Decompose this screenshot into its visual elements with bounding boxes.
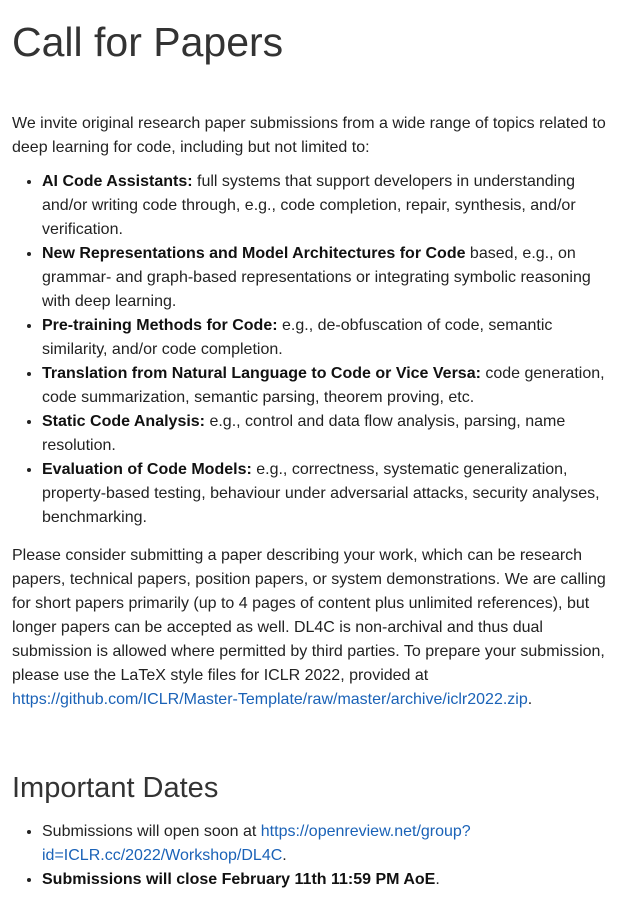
list-item xyxy=(42,458,613,530)
list-item xyxy=(42,820,613,868)
list-item xyxy=(42,314,613,362)
topic-title: Translation from Natural Language to Code or Vice Versa: xyxy=(42,365,481,382)
topic-text: code generation, code summarization, semantic parsing, theorem proving, etc. xyxy=(42,365,605,406)
topic-text: based, e.g., on grammar- and graph-based representations or integrating symbolic reasoning with deep learning. xyxy=(42,245,591,310)
topic-title: Static Code Analysis: xyxy=(42,413,206,430)
list-item xyxy=(42,362,613,410)
topic-text: e.g., control and data flow analysis, parsing, name resolution. xyxy=(42,413,566,454)
iclr-template-link[interactable]: https://github.com/ICLR/Master-Template/raw/master/archive/iclr2022.zip xyxy=(12,691,528,708)
topic-title: AI Code Assistants: xyxy=(42,173,193,190)
topics-list xyxy=(12,170,613,530)
list-item xyxy=(42,868,613,892)
submission-text: Please consider submitting a paper describing your work, which can be research papers, technical papers, position papers, or system demonstrations. We are calling for short papers primarily (up to 4 pages of content plus unlimited references), but longer papers can be accepted as well. DL4C is non-archival and thus dual submission is allowed where permitted by third parties. To prepare your submission, please use the LaTeX style files for ICLR 2022, provided at xyxy=(12,547,606,684)
submission-paragraph xyxy=(12,544,613,712)
openreview-link[interactable]: https://openreview.net/group?id=ICLR.cc/2022/Workshop/DL4C xyxy=(42,823,471,864)
topic-text: e.g., de-obfuscation of code, semantic similarity, and/or code completion. xyxy=(42,317,553,358)
topic-title: Pre-training Methods for Code: xyxy=(42,317,278,334)
intro-paragraph: We invite original research paper submissions from a wide range of topics related to deep learning for code, including but not limited to: xyxy=(12,115,606,156)
dates-list xyxy=(12,820,613,892)
topic-title: New Representations and Model Architectures for Code xyxy=(42,245,466,262)
open-text: Submissions will open soon at xyxy=(42,823,261,840)
close-date: Submissions will close February 11th 11:59 PM AoE xyxy=(42,871,436,888)
topic-text: full systems that support developers in understanding and/or writing code through, e.g., code completion, repair, synthesis, and/or verification. xyxy=(42,173,576,238)
open-period: . xyxy=(282,847,287,864)
page xyxy=(0,18,625,892)
topic-text: e.g., correctness, systematic generalization, property-based testing, behaviour under adversarial attacks, security analyses, benchmarking. xyxy=(42,461,600,526)
topic-title: Evaluation of Code Models: xyxy=(42,461,252,478)
submission-period: . xyxy=(527,691,533,708)
list-item xyxy=(42,242,613,314)
important-dates-heading: Important Dates xyxy=(12,772,219,804)
close-period: . xyxy=(435,871,440,888)
list-item xyxy=(42,170,613,242)
list-item xyxy=(42,410,613,458)
page-title: Call for Papers xyxy=(12,19,284,65)
